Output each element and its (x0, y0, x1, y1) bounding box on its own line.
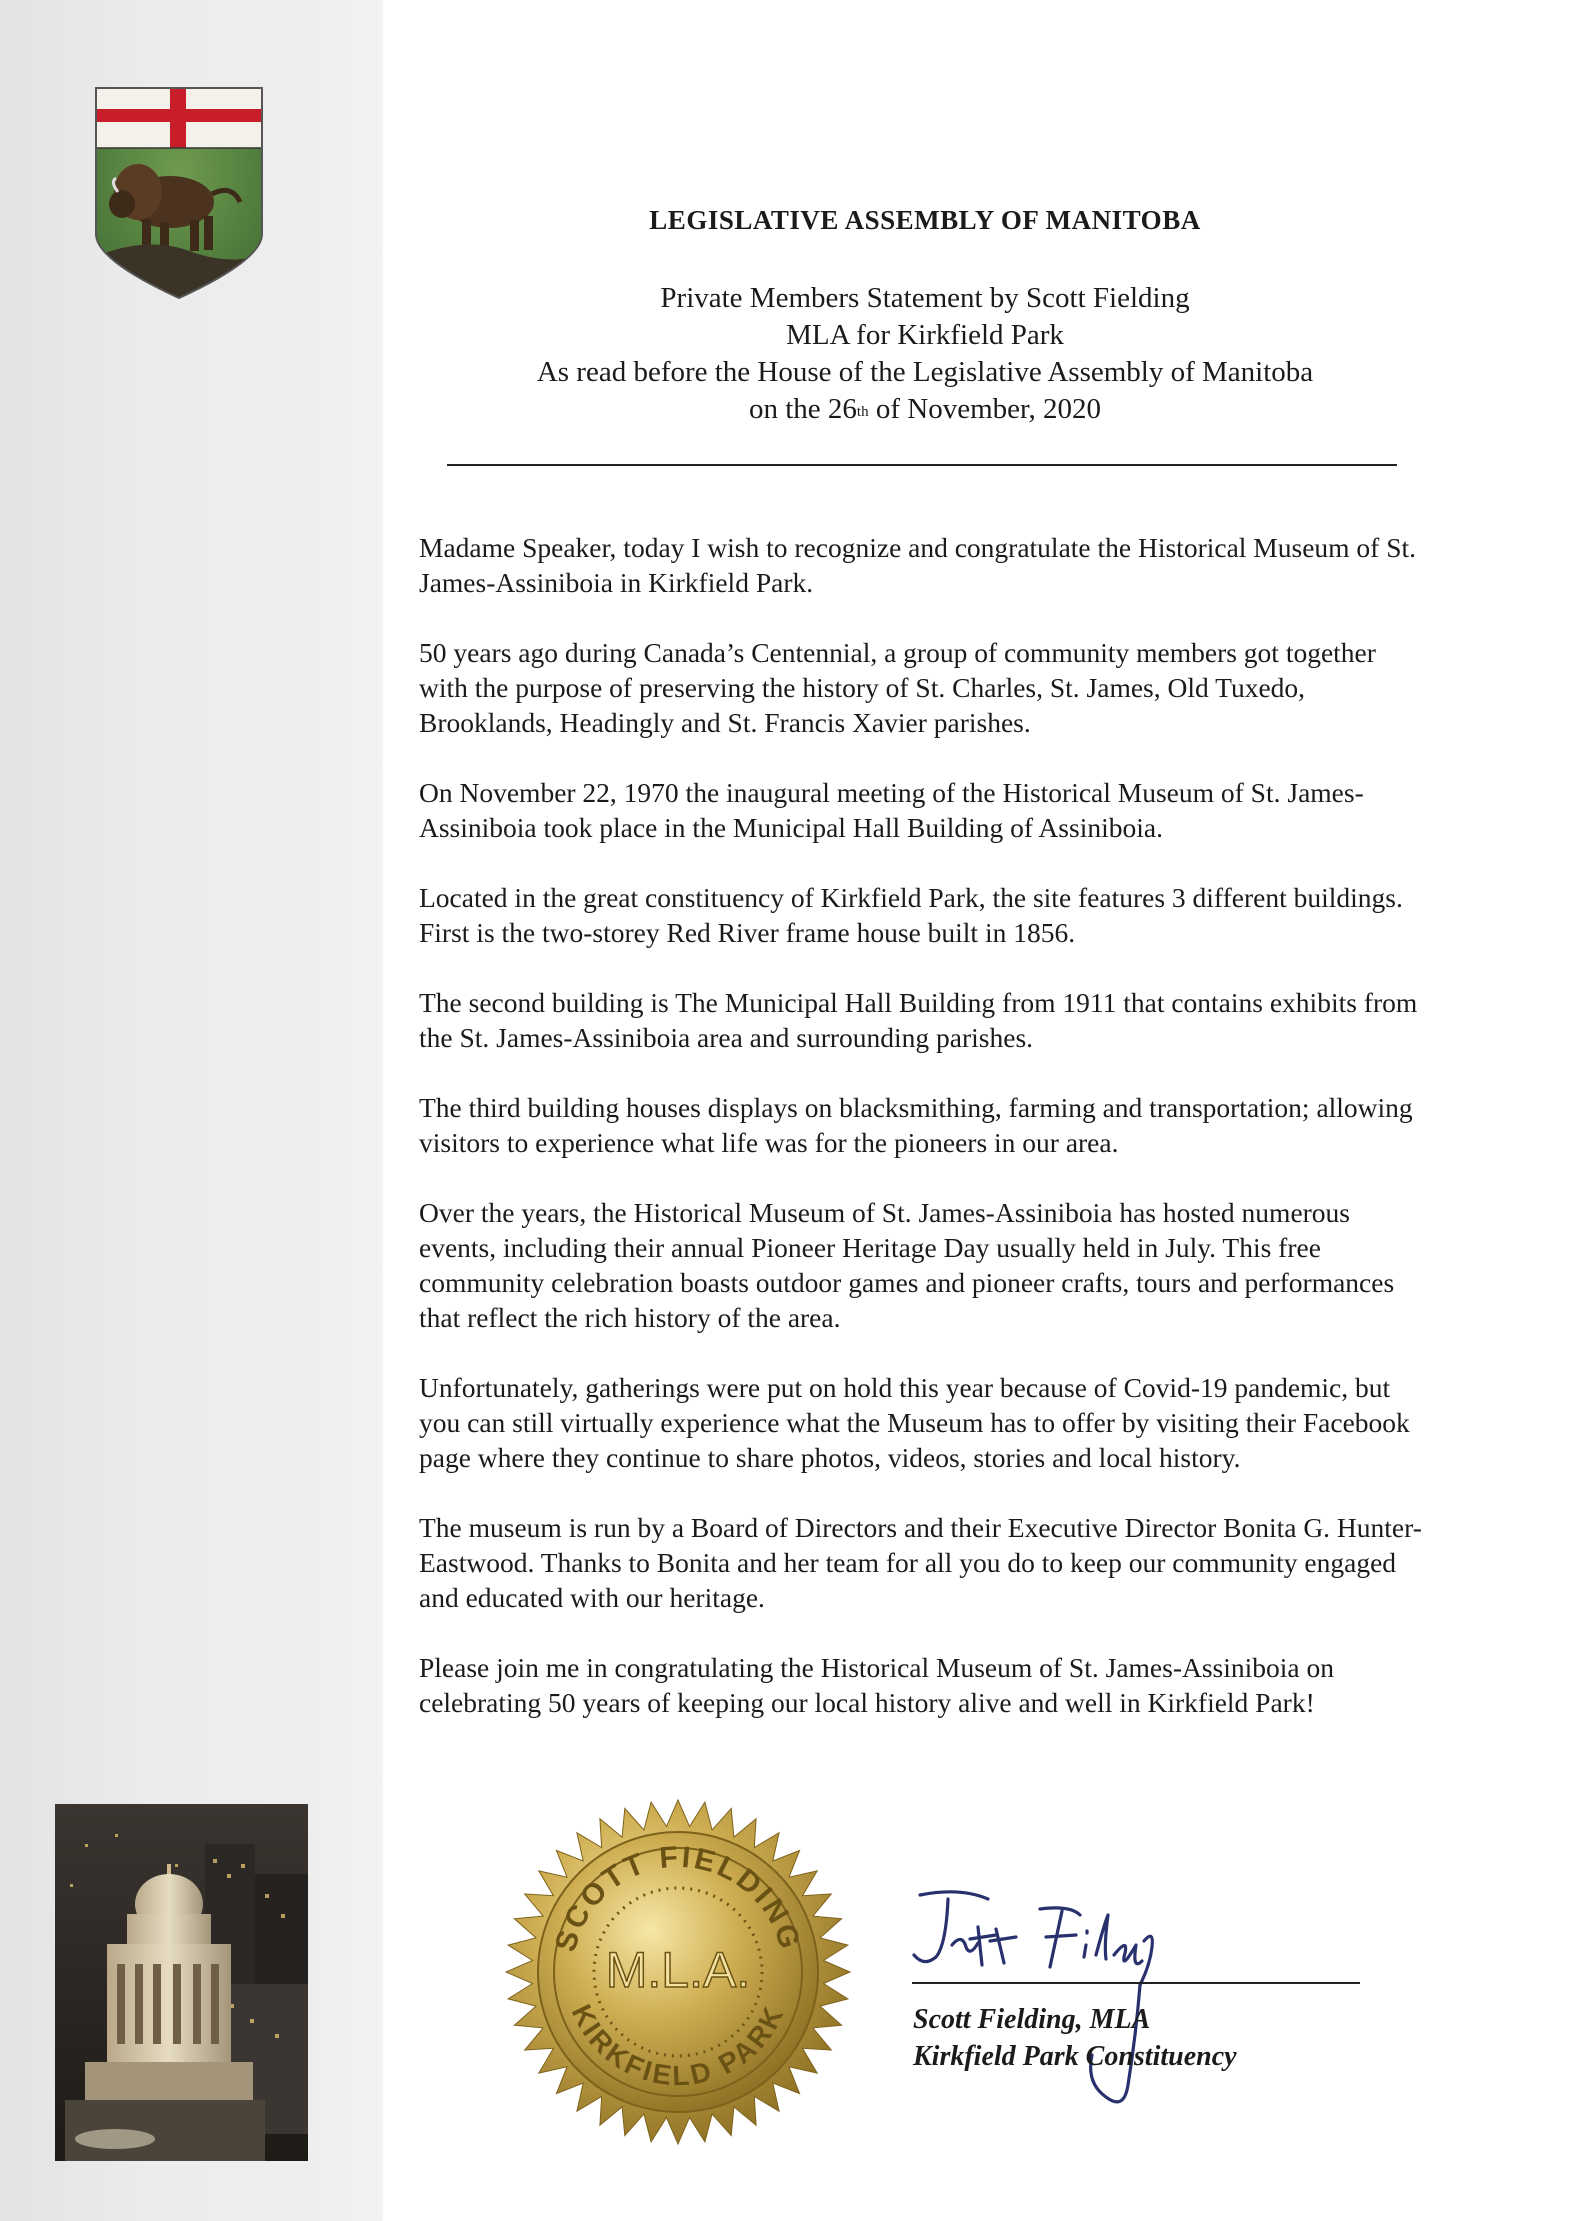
body-paragraph: Unfortunately, gatherings were put on hold this year because of Covid-19 pandemic, but you can still virtually experience what the Museum has to offer by visiting their Facebook page where they continue to share photos, videos, stories and local history. (419, 1372, 1410, 1473)
subtitle-line-riding: MLA for Kirkfield Park (786, 319, 1064, 351)
handwritten-signature (900, 1885, 1200, 2115)
seal-bottom-text: KIRKFIELD PARK (565, 1999, 791, 2092)
signatory-constituency: Kirkfield Park Constituency (913, 2041, 1237, 2072)
subtitle-line-house: As read before the House of the Legislative Assembly of Manitoba (536, 356, 1314, 388)
body-paragraph: Located in the great constituency of Kirkfield Park, the site features 3 different buildings. First is the two-storey Red River frame house built in 1856. (419, 882, 1403, 948)
signature-line (912, 1982, 1360, 1984)
statement-header (445, 205, 1405, 428)
assembly-title: LEGISLATIVE ASSEMBLY OF MANITOBA (649, 205, 1201, 235)
body-paragraph: On November 22, 1970 the inaugural meeting of the Historical Museum of St. James-Assiniboia took place in the Municipal Hall Building of Assiniboia. (419, 777, 1364, 843)
body-paragraph: 50 years ago during Canada’s Centennial, a group of community members got together with the purpose of preserving the history of St. Charles, St. James, Old Tuxedo, Brooklands, Headingly and St. Francis Xavier parishes. (419, 637, 1376, 738)
manitoba-coat-of-arms (92, 84, 266, 302)
header-divider (447, 464, 1397, 466)
seal-top-text: SCOTT FIELDING (549, 1840, 807, 1956)
body-paragraph: The second building is The Municipal Hall Building from 1911 that contains exhibits from the St. James-Assiniboia area and surrounding parishes. (419, 987, 1418, 1053)
statement-body (419, 530, 1429, 1755)
date-ordinal: th (856, 404, 869, 420)
date-prefix: on the 26 (748, 393, 857, 425)
body-paragraph: Madame Speaker, today I wish to recognize and congratulate the Historical Museum of St. James-Assiniboia in Kirkfield Park. (419, 532, 1417, 598)
subtitle-line-author: Private Members Statement by Scott Fielding (660, 282, 1190, 314)
gold-mla-seal (503, 1797, 853, 2147)
signatory-block (913, 2001, 1237, 2075)
signatory-name: Scott Fielding, MLA (913, 2004, 1151, 2035)
statement-subtitle (445, 280, 1405, 428)
body-paragraph: Over the years, the Historical Museum of St. James-Assiniboia has hosted numerous events, including their annual Pioneer Heritage Day usually held in July. This free community celebration boasts outdoor games and pioneer crafts, tours and performances that reflect the rich history of the area. (419, 1197, 1395, 1333)
date-suffix: of November, 2020 (868, 393, 1101, 425)
subtitle-line-date (445, 391, 1405, 428)
body-paragraph: The third building houses displays on blacksmithing, farming and transportation; allowing visitors to experience what life was for the pioneers in our area. (419, 1092, 1413, 1158)
seal-center-text: M.L.A. (605, 1942, 751, 1998)
body-paragraph: Please join me in congratulating the Historical Museum of St. James-Assiniboia on celebrating 50 years of keeping our local history alive and well in Kirkfield Park! (419, 1652, 1334, 1718)
body-paragraph: The museum is run by a Board of Directors and their Executive Director Bonita G. Hunter-Eastwood. Thanks to Bonita and her team for all you do to keep our community engaged and educated with our heritage. (419, 1512, 1422, 1613)
legislative-building-photo (55, 1804, 308, 2161)
